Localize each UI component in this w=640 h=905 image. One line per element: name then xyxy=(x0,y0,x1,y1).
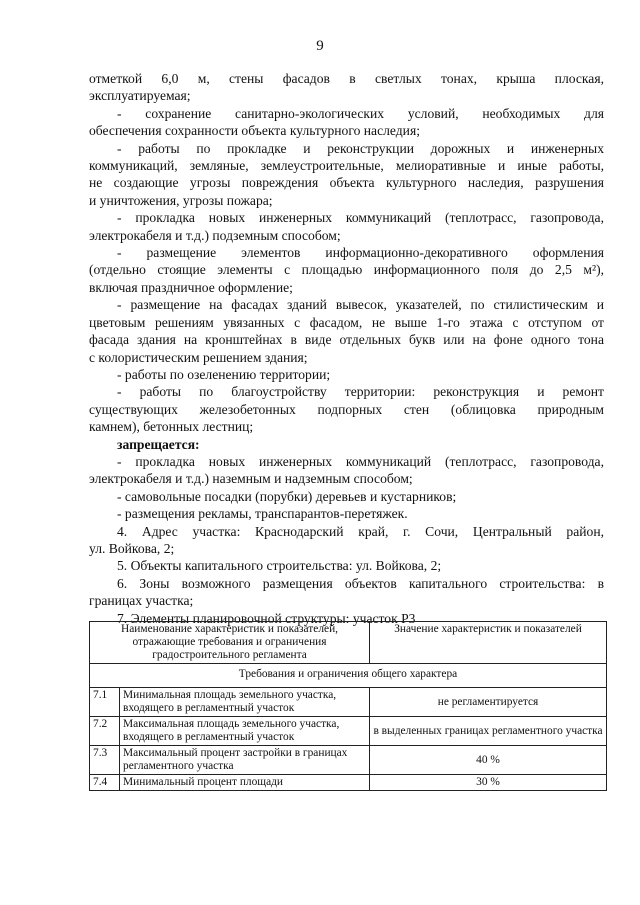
text-line: с колористическим решением здания; xyxy=(89,349,308,365)
row-number: 7.2 xyxy=(90,717,120,746)
text-line: - прокладка новых инженерных коммуникаций (теплотрасс, газопровода, xyxy=(117,210,604,226)
text-line: - размещение элементов информационно-декоративного оформления xyxy=(117,245,604,261)
row-value: 40 % xyxy=(370,746,607,775)
header-cell-values: Значение характеристик и показателей xyxy=(370,622,607,664)
text-line: цветовым решениям увязанных с фасадом, не выше 1-го этажа с отступом от xyxy=(89,314,604,330)
text-line: фасада здания на кронштейнах в виде отдельных букв или на фоне одного тона xyxy=(89,332,604,348)
row-name: Максимальный процент застройки в границах регламентного участка xyxy=(120,746,370,775)
text-line: обеспечения сохранности объекта культурного наследия; xyxy=(89,123,420,139)
prohibited-heading: запрещается: xyxy=(117,436,200,452)
text-line: - работы по озеленению территории; xyxy=(117,366,331,382)
text-line: включая праздничное оформление; xyxy=(89,279,293,295)
text-line: электрокабеля и т.д.) наземным и надземным способом; xyxy=(89,471,413,487)
row-value: 30 % xyxy=(370,775,607,791)
text-line: 7. Элементы планировочной структуры: участок Р3 xyxy=(117,610,416,626)
row-name: Максимальная площадь земельного участка, входящего в регламентный участок xyxy=(120,717,370,746)
page-number: 9 xyxy=(316,38,324,54)
table-row xyxy=(90,775,607,791)
table-header-row xyxy=(90,622,607,664)
text-line: ул. Войкова, 2; xyxy=(89,540,175,556)
table-row xyxy=(90,746,607,775)
text-line: - работы по прокладке и реконструкции дорожных и инженерных xyxy=(117,140,604,156)
text-line: электрокабеля и т.д.) подземным способом; xyxy=(89,227,341,243)
row-number: 7.1 xyxy=(90,688,120,717)
row-number: 7.4 xyxy=(90,775,120,791)
row-name: Минимальный процент площади xyxy=(120,775,370,791)
text-line: - сохранение санитарно-экологических условий, необходимых для xyxy=(117,105,604,121)
text-line: 4. Адрес участка: Краснодарский край, г. Сочи, Центральный район, xyxy=(117,523,604,539)
text-line: камнем), бетонных лестниц; xyxy=(89,419,254,435)
row-value: не регламентируется xyxy=(370,688,607,717)
row-number: 7.3 xyxy=(90,746,120,775)
section-cell: Требования и ограничения общего характера xyxy=(90,664,607,688)
text-line: 6. Зоны возможного размещения объектов капитального строительства: в xyxy=(117,575,604,591)
text-line: 5. Объекты капитального строительства: ул. Войкова, 2; xyxy=(117,558,442,574)
text-line: - работы по благоустройству территории: реконструкция и ремонт xyxy=(117,384,604,400)
text-line: границах участка; xyxy=(89,593,194,609)
text-line: и уничтожения, угрозы пожара; xyxy=(89,192,273,208)
text-line: (отдельно стоящие элементы с площадью информационного поля до 2,5 м²), xyxy=(89,262,604,278)
table-row xyxy=(90,717,607,746)
text-line: не создающие угрозы повреждения объекта культурного наследия, разрушения xyxy=(89,175,604,191)
table-row xyxy=(90,688,607,717)
text-line: - самовольные посадки (порубки) деревьев и кустарников; xyxy=(117,488,457,504)
text-line: - прокладка новых инженерных коммуникаций (теплотрасс, газопровода, xyxy=(117,453,604,469)
text-line: - размещение на фасадах зданий вывесок, указателей, по стилистическим и xyxy=(117,297,604,313)
header-cell-characteristics: Наименование характеристик и показателей, отражающие требования и ограничения градостроительного регламента xyxy=(90,622,370,664)
text-line: отметкой 6,0 м, стены фасадов в светлых тонах, крыша плоская, xyxy=(89,71,604,86)
text-line: - размещения рекламы, транспарантов-перетяжек. xyxy=(117,506,408,522)
row-value: в выделенных границах регламентного участка xyxy=(370,717,607,746)
table-section-row xyxy=(90,664,607,688)
text-line: эксплуатируемая; xyxy=(89,88,191,104)
row-name: Минимальная площадь земельного участка, входящего в регламентный участок xyxy=(120,688,370,717)
text-line: существующих железобетонных подпорных стен (облицовка природным xyxy=(89,401,604,417)
text-line: коммуникаций, земляные, землеустроительные, мелиоративные и иные работы, xyxy=(89,158,604,174)
body-text xyxy=(89,70,604,627)
regulation-table xyxy=(89,621,607,791)
